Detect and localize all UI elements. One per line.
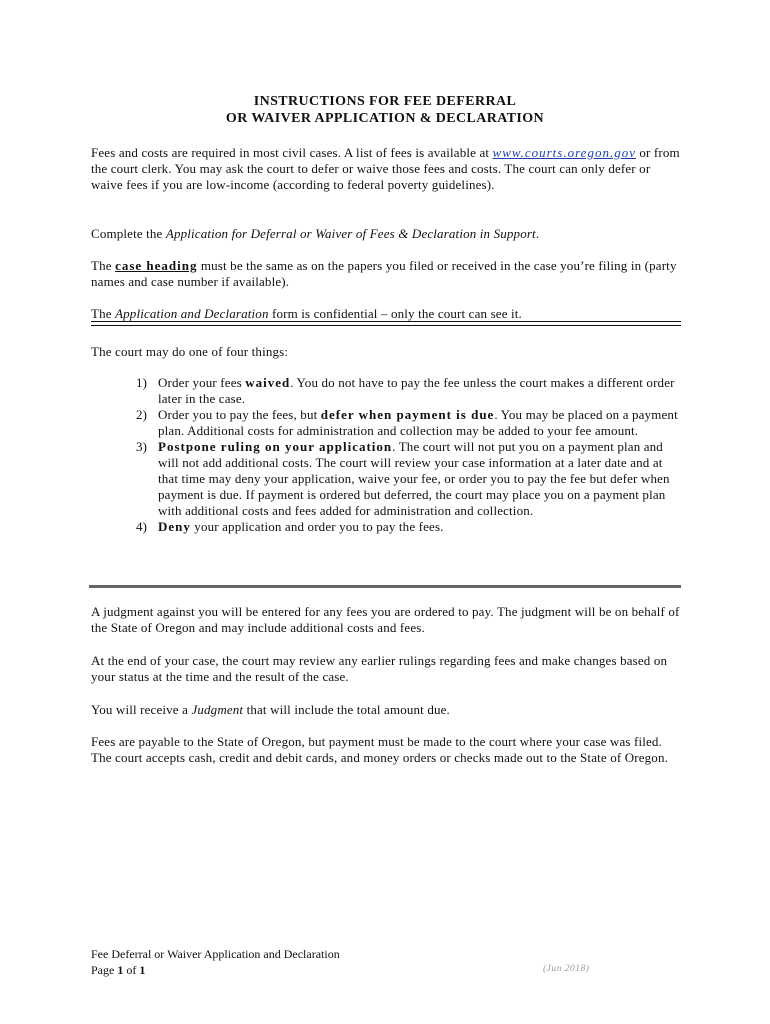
- courts-website-link[interactable]: www.courts.oregon.gov: [492, 145, 636, 160]
- list-item-number: 2): [136, 407, 148, 422]
- complete-text: Complete the: [91, 226, 166, 241]
- court-options-intro: The court may do one of four things:: [91, 344, 289, 359]
- list-item-text: Order you to pay the fees, but: [158, 407, 321, 422]
- list-item-text: your application and order you to pay the fees.: [190, 519, 444, 534]
- complete-paragraph: [91, 226, 681, 242]
- section-divider: [91, 321, 681, 326]
- fees-paragraph: [91, 145, 681, 193]
- case-heading-paragraph: [91, 258, 681, 290]
- fees-paragraph-text: Fees and costs are required in most civil cases. A list of fees is available at: [91, 145, 490, 160]
- page-word: Page: [91, 963, 118, 977]
- list-item-text: Order your fees: [158, 375, 246, 390]
- footer-form-name: Fee Deferral or Waiver Application and Declaration: [91, 947, 340, 961]
- list-item-text: . The court will not put you on a payment plan and will not add additional costs. The court will review your case information at a later date and at that time may deny your application, waive your fee, or order you to pay the fee but defer when payment is due. If payment is ordered but deferred, the court may place you on a payment plan with additional costs and fees added for administration and collection.: [158, 439, 670, 518]
- list-item-keyword: Deny: [158, 519, 191, 534]
- receive-judgment-paragraph: [91, 702, 681, 718]
- list-item-keyword: defer when payment is due: [320, 407, 495, 422]
- list-item: [136, 375, 681, 407]
- list-item-text: . You do not have to pay the fee unless the court makes a different order later in the case.: [158, 375, 675, 406]
- case-heading-text: The: [91, 258, 116, 273]
- document-title-line-1: INSTRUCTIONS FOR FEE DEFERRAL: [253, 94, 517, 109]
- review-paragraph: At the end of your case, the court may review any earlier rulings regarding fees and make changes based on your status at the time and the result of the case.: [91, 653, 668, 684]
- application-declaration-name: Application and Declaration: [115, 306, 269, 321]
- list-item: [136, 407, 681, 439]
- list-item-number: 3): [136, 439, 148, 454]
- complete-text-end: .: [535, 226, 540, 241]
- footer-page-number: [91, 963, 145, 978]
- fees-paragraph-text-cont: or from the court clerk. You may ask the court to defer or waive those fees and costs. The court can only defer or waive fees if you are low-income (according to federal poverty guidelines).: [91, 145, 680, 192]
- confidential-paragraph: [91, 306, 681, 322]
- document-title-line-2: OR WAIVER APPLICATION & DECLARATION: [225, 111, 545, 126]
- list-item: [136, 439, 681, 519]
- receive-text: You will receive a: [91, 702, 192, 717]
- payment-paragraph: Fees are payable to the State of Oregon, but payment must be made to the court where your case was filed. The court accepts cash, credit and debit cards, and money orders or checks made out to the State of Oregon.: [91, 734, 669, 765]
- revision-date: (Jun 2018): [543, 964, 590, 974]
- list-item-keyword: Postpone ruling on your application: [158, 439, 393, 454]
- application-form-name: Application for Deferral or Waiver of Fees & Declaration in Support: [165, 226, 536, 241]
- case-heading-term: case heading: [115, 258, 198, 273]
- confidential-text: The: [91, 306, 116, 321]
- list-item-number: 4): [136, 519, 148, 534]
- case-heading-text-cont: must be the same as on the papers you filed or received in the case you’re filing in (party names and case number if available).: [91, 258, 677, 289]
- list-item-keyword: waived: [245, 375, 291, 390]
- receive-text-cont: that will include the total amount due.: [243, 702, 450, 717]
- section-divider-thick: [89, 585, 681, 588]
- of-word: of: [123, 963, 140, 977]
- list-item: [136, 519, 681, 535]
- list-item-text: . You may be placed on a payment plan. Additional costs for administration and collection may be added to your fee amount.: [158, 407, 678, 438]
- court-options-list: [136, 375, 681, 535]
- page-total: 1: [139, 963, 146, 977]
- confidential-text-cont: form is confidential – only the court can see it.: [268, 306, 522, 321]
- judgment-term: Judgment: [191, 702, 244, 717]
- list-item-number: 1): [136, 375, 148, 390]
- judgment-paragraph: A judgment against you will be entered for any fees you are ordered to pay. The judgment will be on behalf of the State of Oregon and may include additional costs and fees.: [91, 604, 680, 635]
- page-current: 1: [117, 963, 124, 977]
